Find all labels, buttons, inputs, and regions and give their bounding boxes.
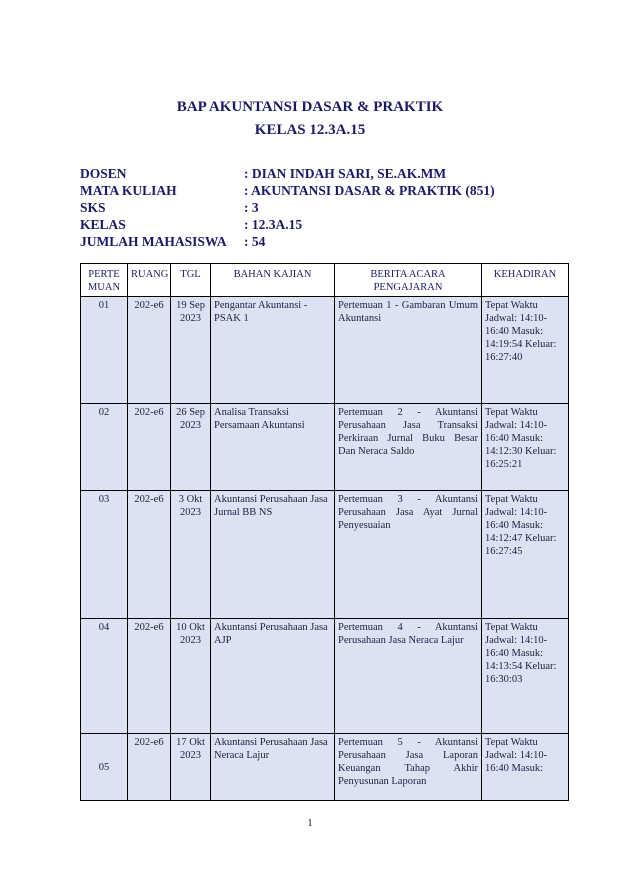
table-header-row: [81, 264, 569, 297]
info-row-mata-kuliah: [80, 182, 495, 199]
cell-tgl: 17 Okt 2023: [171, 734, 211, 801]
info-value: : 3: [244, 200, 259, 215]
course-info: [80, 165, 495, 250]
cell-berita-acara: Pertemuan 2 - Akuntansi Perusahaan Jasa Transaksi Perkiraan Jurnal Buku Besar Dan Neraca Saldo: [335, 404, 482, 491]
cell-ruang: 202-e6: [128, 734, 171, 801]
info-label: KELAS: [80, 217, 126, 232]
cell-kehadiran: Tepat Waktu Jadwal: 14:10-16:40 Masuk: 14:12:47 Keluar: 16:27:45: [482, 491, 569, 619]
table-row: [81, 619, 569, 734]
info-row-kelas: [80, 216, 495, 233]
cell-berita-acara: Pertemuan 3 - Akuntansi Perusahaan Jasa Ayat Jurnal Penyesuaian: [335, 491, 482, 619]
cell-bahan-kajian: Pengantar Akuntansi - PSAK 1: [211, 297, 335, 404]
header-tgl: TGL: [171, 264, 211, 297]
cell-berita-acara: Pertemuan 4 - Akuntansi Perusahaan Jasa Neraca Lajur: [335, 619, 482, 734]
info-label: JUMLAH MAHASISWA: [80, 234, 227, 249]
info-value: : AKUNTANSI DASAR & PRAKTIK (851): [244, 183, 495, 198]
header-kehadiran: KEHADIRAN: [482, 264, 569, 297]
info-row-sks: [80, 199, 495, 216]
info-value: : DIAN INDAH SARI, SE.AK.MM: [244, 166, 447, 181]
cell-berita-acara: Pertemuan 1 - Gambaran Umum Akuntansi: [335, 297, 482, 404]
table-row: [81, 404, 569, 491]
info-row-jumlah-mahasiswa: [80, 233, 495, 250]
table-row: [81, 297, 569, 404]
cell-kehadiran: Tepat Waktu Jadwal: 14:10-16:40 Masuk: 14:12:30 Keluar: 16:25:21: [482, 404, 569, 491]
header-pertemuan: PERTE MUAN: [81, 264, 128, 297]
cell-tgl: 3 Okt 2023: [171, 491, 211, 619]
cell-bahan-kajian: Analisa Transaksi Persamaan Akuntansi: [211, 404, 335, 491]
cell-kehadiran: Tepat Waktu Jadwal: 14:10-16:40 Masuk: 14:13:54 Keluar: 16:30:03: [482, 619, 569, 734]
cell-ruang: 202-e6: [128, 619, 171, 734]
cell-pertemuan: 04: [81, 619, 128, 734]
bap-table: [80, 263, 569, 801]
cell-kehadiran: Tepat Waktu Jadwal: 14:10-16:40 Masuk:: [482, 734, 569, 801]
document-subtitle: KELAS 12.3A.15: [254, 122, 366, 138]
cell-pertemuan: 03: [81, 491, 128, 619]
header-berita-acara: BERITA ACARA PENGAJARAN: [335, 264, 482, 297]
document-title: BAP AKUNTANSI DASAR & PRAKTIK: [176, 99, 444, 115]
cell-bahan-kajian: Akuntansi Perusahaan Jasa Jurnal BB NS: [211, 491, 335, 619]
info-label: MATA KULIAH: [80, 183, 177, 198]
cell-pertemuan: 05: [81, 734, 128, 801]
cell-tgl: 26 Sep 2023: [171, 404, 211, 491]
cell-tgl: 10 Okt 2023: [171, 619, 211, 734]
header-bahan-kajian: BAHAN KAJIAN: [211, 264, 335, 297]
cell-bahan-kajian: Akuntansi Perusahaan Jasa AJP: [211, 619, 335, 734]
info-row-dosen: [80, 165, 495, 182]
info-label: DOSEN: [80, 166, 127, 181]
info-value: : 54: [244, 234, 266, 249]
cell-pertemuan: 01: [81, 297, 128, 404]
cell-bahan-kajian: Akuntansi Perusahaan Jasa Neraca Lajur: [211, 734, 335, 801]
cell-berita-acara: Pertemuan 5 - Akuntansi Perusahaan Jasa Laporan Keuangan Tahap Akhir Penyusunan Laporan: [335, 734, 482, 801]
cell-ruang: 202-e6: [128, 404, 171, 491]
cell-pertemuan: 02: [81, 404, 128, 491]
info-label: SKS: [80, 200, 106, 215]
cell-ruang: 202-e6: [128, 491, 171, 619]
cell-kehadiran: Tepat Waktu Jadwal: 14:10-16:40 Masuk: 14:19:54 Keluar: 16:27:40: [482, 297, 569, 404]
cell-ruang: 202-e6: [128, 297, 171, 404]
info-value: : 12.3A.15: [244, 217, 303, 232]
page-number: 1: [307, 818, 313, 829]
table-row: [81, 734, 569, 801]
header-ruang: RUANG: [128, 264, 171, 297]
table-row: [81, 491, 569, 619]
cell-tgl: 19 Sep 2023: [171, 297, 211, 404]
